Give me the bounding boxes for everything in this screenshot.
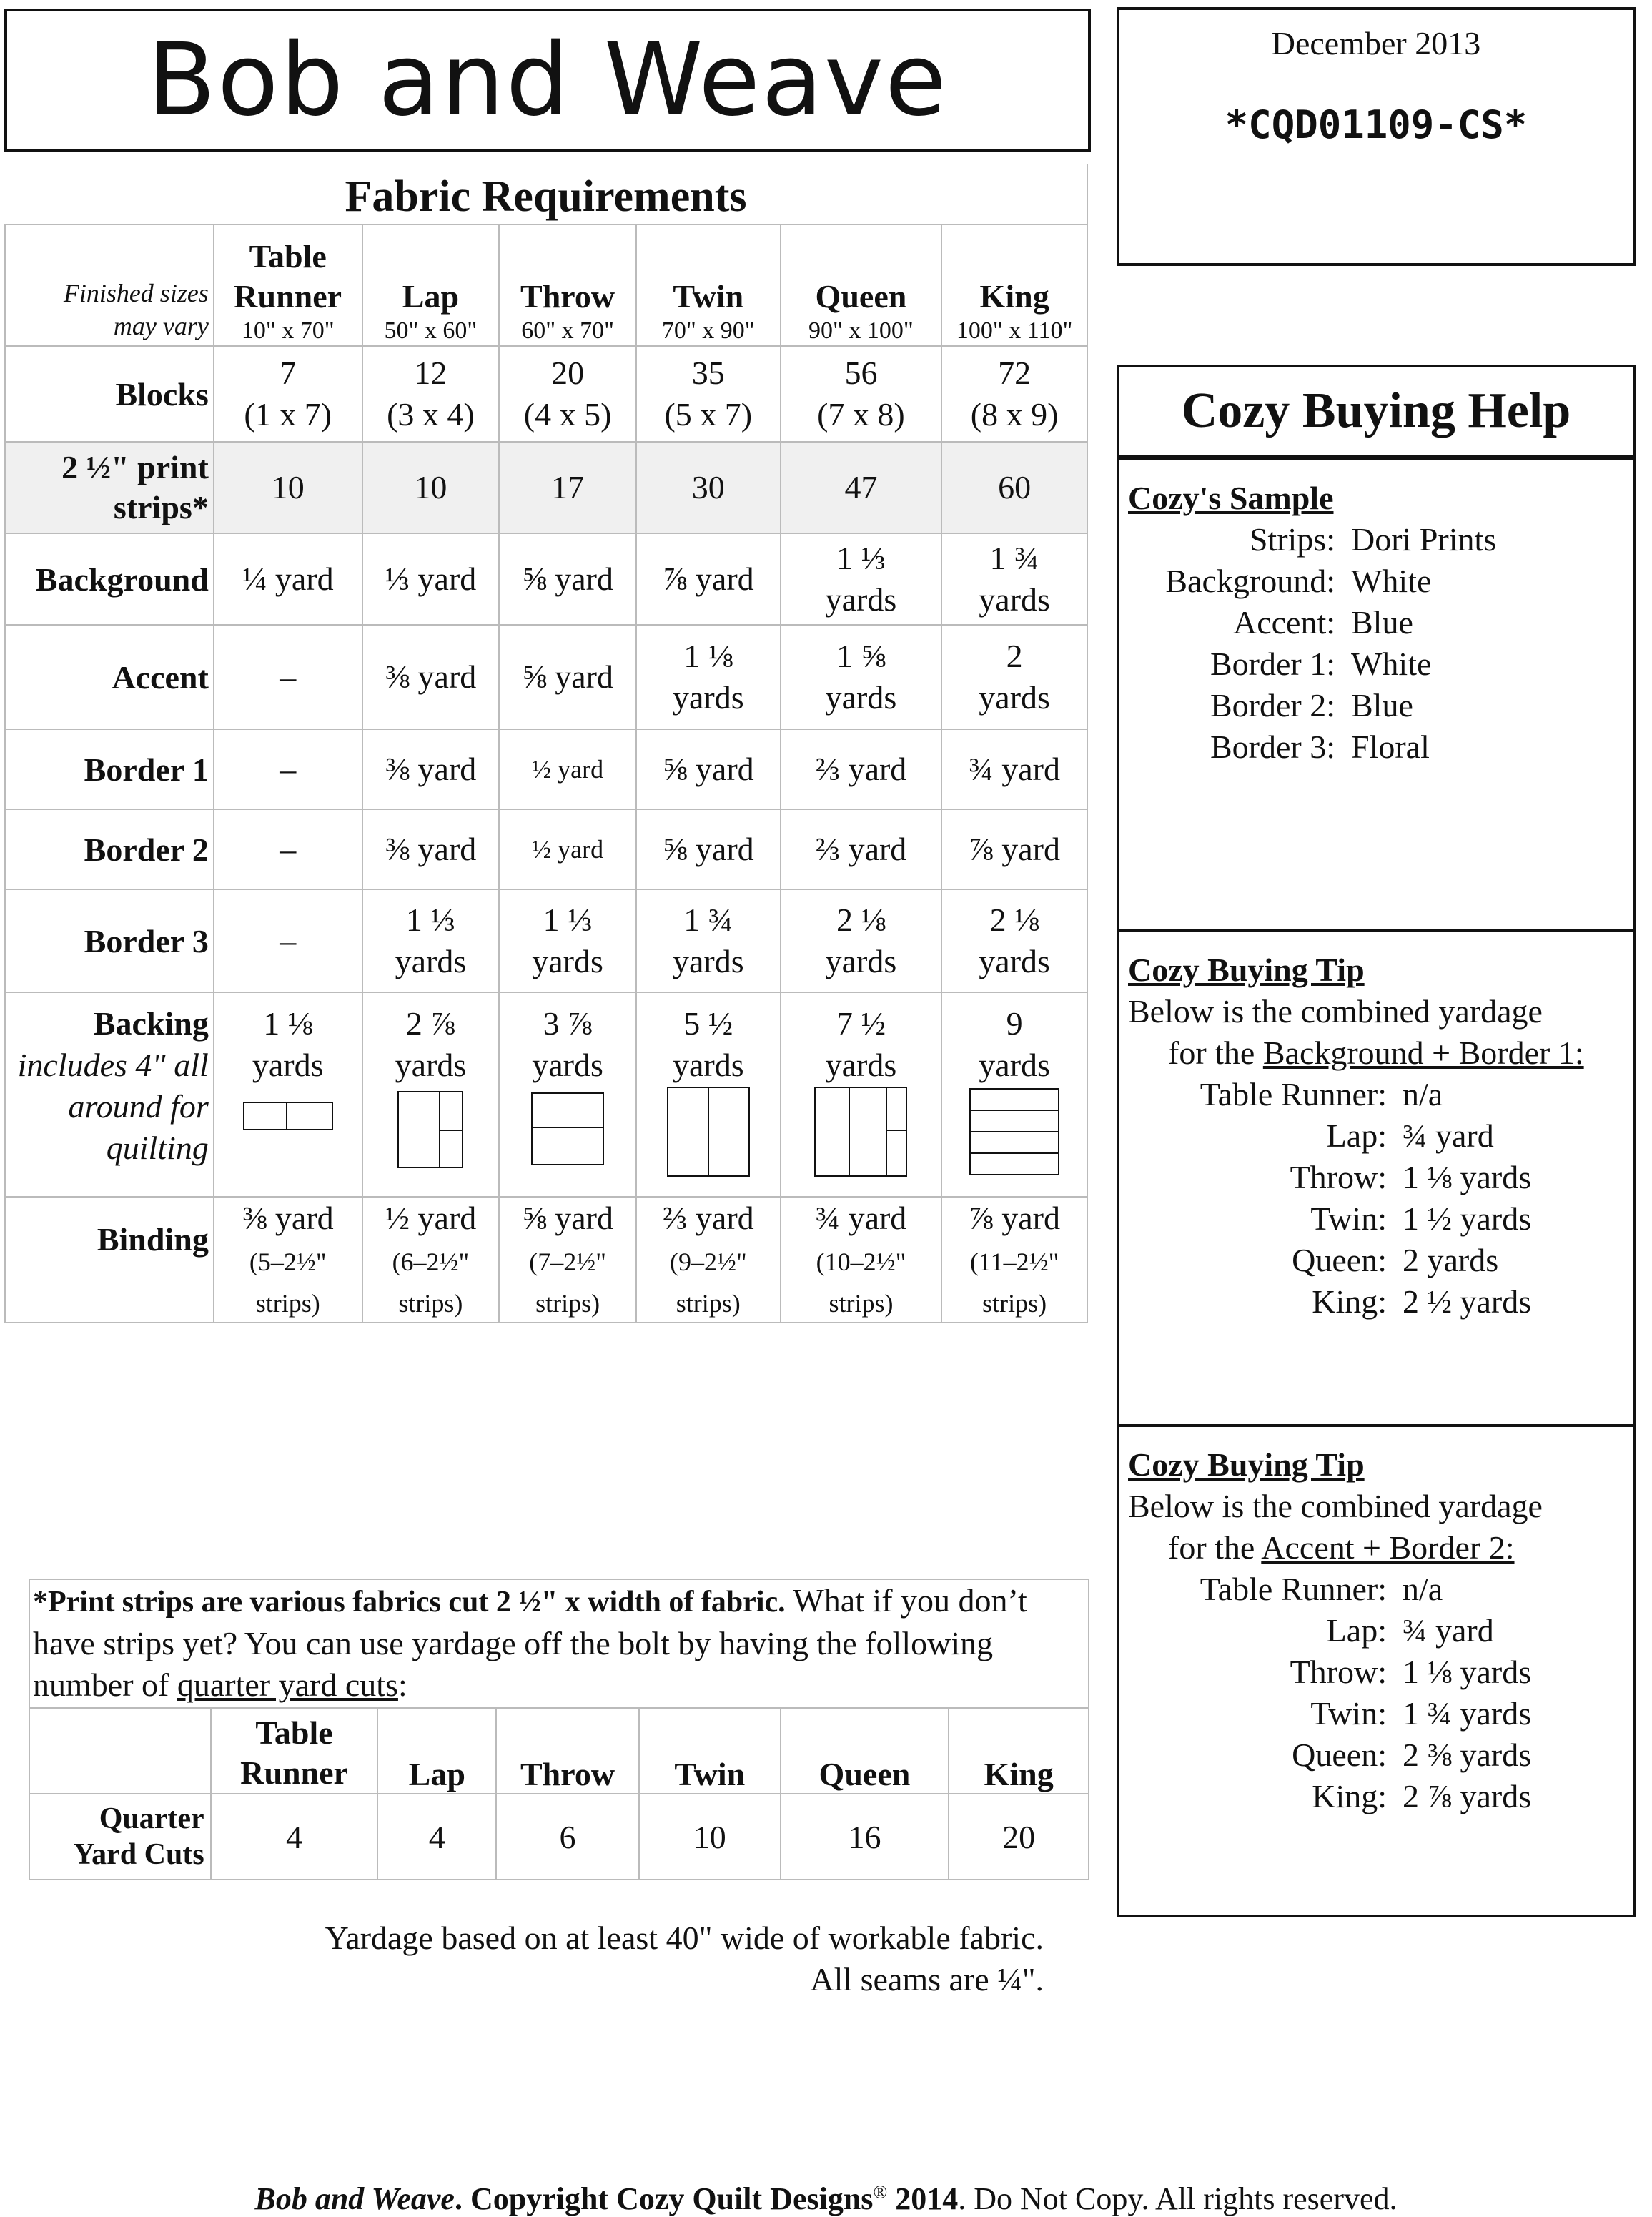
row-binding [5, 1197, 1087, 1323]
table-cell: ⅝ yard [636, 729, 781, 809]
table-cell: 6 [496, 1794, 639, 1880]
list-item: Strips: Dori Prints [1249, 521, 1497, 558]
row-label: Border 3 [5, 889, 214, 992]
buying-tip-panel-2 [1117, 1424, 1636, 1917]
list-item: Twin: 1 ¾ yards [1310, 1695, 1532, 1732]
list-item: Border 3: Floral [1210, 729, 1430, 765]
quarter-cuts-header-row [29, 1708, 1089, 1794]
row-label: Blocks [5, 346, 214, 442]
table-cell: ⅝ yard [499, 625, 636, 729]
row-label: Binding [5, 1197, 214, 1323]
tip-intro: for the Background + Border 1: [1168, 1035, 1584, 1071]
table-cell: 12 (3 x 4) [362, 346, 500, 442]
table-cell: ⅞ yard [636, 533, 781, 625]
backing-diagram [530, 1092, 605, 1166]
table-cell: 1 ⅛ yards [636, 625, 781, 729]
print-strips-note: *Print strips are various fabrics cut 2 ½" x width of fabric. What if you don’t have strips yet? You can use yardage off the bolt by having the following number of quarter yard cuts: [29, 1579, 1089, 1708]
table-cell: 16 [781, 1794, 949, 1880]
list-item: Throw: 1 ⅛ yards [1290, 1159, 1532, 1195]
table-cell: 60 [941, 442, 1087, 533]
list-item: King: 2 ⅞ yards [1312, 1778, 1532, 1814]
table-cell: ¼ yard [214, 533, 362, 625]
table-cell: 3 ⅞ yards [499, 992, 636, 1197]
table-cell: 10 [362, 442, 500, 533]
list-item: Background: White [1165, 563, 1432, 599]
buying-tip-title: Cozy Buying Tip [1128, 952, 1365, 988]
table-cell: 10 [639, 1794, 781, 1880]
pattern-date: December 2013 [1271, 25, 1481, 61]
list-item: Accent: Blue [1232, 604, 1413, 641]
table-cell: ⅝ yard [499, 533, 636, 625]
table-cell: 1 ⅛ yards [214, 992, 362, 1197]
col-table-runner: Table Runner [211, 1708, 378, 1794]
row-label: Quarter Yard Cuts [29, 1794, 211, 1880]
row-label: Border 2 [5, 809, 214, 889]
table-cell: 1 ⅓ yards [499, 889, 636, 992]
table-cell: ⅝ yard (7–2½" strips) [499, 1197, 636, 1323]
quarter-yard-cuts-table [29, 1579, 1089, 1880]
table-cell: 1 ⅓ yards [362, 889, 500, 992]
fabric-requirements-table [4, 164, 1088, 1323]
pattern-title: Bob and Weave [4, 9, 1091, 152]
table-cell: 2 ⅞ yards [362, 992, 500, 1197]
list-item: Border 2: Blue [1210, 687, 1413, 724]
size-header-row [5, 224, 1087, 346]
list-item: Throw: 1 ⅛ yards [1290, 1654, 1532, 1690]
table-cell: 72 (8 x 9) [941, 346, 1087, 442]
col-twin: Twin [639, 1708, 781, 1794]
col-lap: Lap 50" x 60" [362, 224, 500, 346]
backing-diagram [813, 1086, 908, 1177]
col-table-runner: Table Runner 10" x 70" [214, 224, 362, 346]
table-cell: 56 (7 x 8) [781, 346, 942, 442]
list-item: Twin: 1 ½ yards [1310, 1200, 1532, 1237]
backing-diagram [969, 1087, 1060, 1176]
backing-diagram [397, 1090, 464, 1170]
col-twin: Twin 70" x 90" [636, 224, 781, 346]
cozy-sample-panel [1117, 458, 1636, 932]
table-cell: – [214, 729, 362, 809]
row-border-3 [5, 889, 1087, 992]
pattern-code: *CQD01109-CS* [1225, 102, 1528, 147]
table-cell: ⅞ yard [941, 809, 1087, 889]
table-cell: 20 [949, 1794, 1089, 1880]
list-item: Border 1: White [1210, 646, 1432, 682]
list-item: King: 2 ½ yards [1312, 1283, 1532, 1320]
table-cell: 20 (4 x 5) [499, 346, 636, 442]
table-cell: ⅜ yard (5–2½" strips) [214, 1197, 362, 1323]
table-cell: 1 ⅓ yards [781, 533, 942, 625]
table-cell: 35 (5 x 7) [636, 346, 781, 442]
table-cell: ⅔ yard [781, 809, 942, 889]
col-queen: Queen [781, 1708, 949, 1794]
col-king: King 100" x 110" [941, 224, 1087, 346]
table-cell: 5 ½ yards [636, 992, 781, 1197]
table-cell: 4 [211, 1794, 378, 1880]
table-cell: 17 [499, 442, 636, 533]
col-throw: Throw 60" x 70" [499, 224, 636, 346]
buying-tip-title: Cozy Buying Tip [1128, 1446, 1365, 1483]
table-cell: 1 ¾ yards [636, 889, 781, 992]
table-cell: ¾ yard [941, 729, 1087, 809]
table-cell: ⅜ yard [362, 625, 500, 729]
col-queen: Queen 90" x 100" [781, 224, 942, 346]
tip-intro: Below is the combined yardage [1128, 993, 1543, 1030]
list-item: Table Runner: n/a [1200, 1571, 1443, 1607]
backing-diagram [666, 1086, 751, 1177]
table-cell: – [214, 625, 362, 729]
tip-intro: for the Accent + Border 2: [1168, 1529, 1515, 1566]
table-cell: ⅔ yard (9–2½" strips) [636, 1197, 781, 1323]
table-cell: 9 yards [941, 992, 1087, 1197]
table-cell: 1 ¾ yards [941, 533, 1087, 625]
table-cell [29, 1708, 211, 1794]
table-cell: ¾ yard (10–2½" strips) [781, 1197, 942, 1323]
list-item: Table Runner: n/a [1200, 1076, 1443, 1112]
row-label: Accent [5, 625, 214, 729]
table-cell: – [214, 809, 362, 889]
col-throw: Throw [496, 1708, 639, 1794]
tip-intro: Below is the combined yardage [1128, 1488, 1543, 1524]
table-cell: 47 [781, 442, 942, 533]
row-label: 2 ½" print strips* [5, 442, 214, 533]
list-item: Lap: ¾ yard [1326, 1117, 1494, 1154]
seam-note: All seams are ¼". [810, 1961, 1044, 1998]
row-backing [5, 992, 1087, 1197]
list-item: Queen: 2 yards [1292, 1242, 1499, 1278]
table-cell: ⅔ yard [781, 729, 942, 809]
buying-tip-panel-1 [1117, 929, 1636, 1427]
col-lap: Lap [377, 1708, 496, 1794]
yardage-note: Yardage based on at least 40" wide of workable fabric. [325, 1920, 1044, 1956]
table-cell: – [214, 889, 362, 992]
table-cell: ½ yard [499, 729, 636, 809]
table-cell: ⅜ yard [362, 809, 500, 889]
table-cell: ⅞ yard (11–2½" strips) [941, 1197, 1087, 1323]
finished-sizes-note: Finished sizes may vary [5, 224, 214, 346]
fabric-requirements-title: Fabric Requirements [5, 164, 1087, 224]
table-cell: ⅜ yard [362, 729, 500, 809]
list-item: Lap: ¾ yard [1326, 1612, 1494, 1649]
table-cell: 2 ⅛ yards [941, 889, 1087, 992]
table-cell: ½ yard [499, 809, 636, 889]
quarter-cuts-row [29, 1794, 1089, 1880]
buying-help-heading: Cozy Buying Help [1117, 365, 1636, 458]
row-label: Background [5, 533, 214, 625]
row-blocks [5, 346, 1087, 442]
table-cell: ½ yard (6–2½" strips) [362, 1197, 500, 1323]
table-cell: 7 ½ yards [781, 992, 942, 1197]
pattern-info-box [1117, 7, 1636, 266]
row-background [5, 533, 1087, 625]
row-border-1 [5, 729, 1087, 809]
backing-diagram [242, 1101, 334, 1132]
table-cell: ⅝ yard [636, 809, 781, 889]
table-cell: 7 (1 x 7) [214, 346, 362, 442]
table-cell: 2 yards [941, 625, 1087, 729]
table-cell: 1 ⅝ yards [781, 625, 942, 729]
row-label: Backing includes 4" all around for quilting [5, 992, 214, 1197]
yardage-notes [0, 1917, 1044, 2000]
table-cell: 10 [214, 442, 362, 533]
row-label: Border 1 [5, 729, 214, 809]
row-print-strips [5, 442, 1087, 533]
col-king: King [949, 1708, 1089, 1794]
row-border-2 [5, 809, 1087, 889]
table-cell: 4 [377, 1794, 496, 1880]
table-cell: 30 [636, 442, 781, 533]
row-accent [5, 625, 1087, 729]
table-cell: ⅓ yard [362, 533, 500, 625]
table-cell: 2 ⅛ yards [781, 889, 942, 992]
cozy-sample-title: Cozy's Sample [1128, 480, 1334, 516]
list-item: Queen: 2 ⅜ yards [1292, 1737, 1532, 1773]
copyright-footer: Bob and Weave. Copyright Cozy Quilt Designs® 2014. Do Not Copy. All rights reserved. [254, 2181, 1398, 2216]
